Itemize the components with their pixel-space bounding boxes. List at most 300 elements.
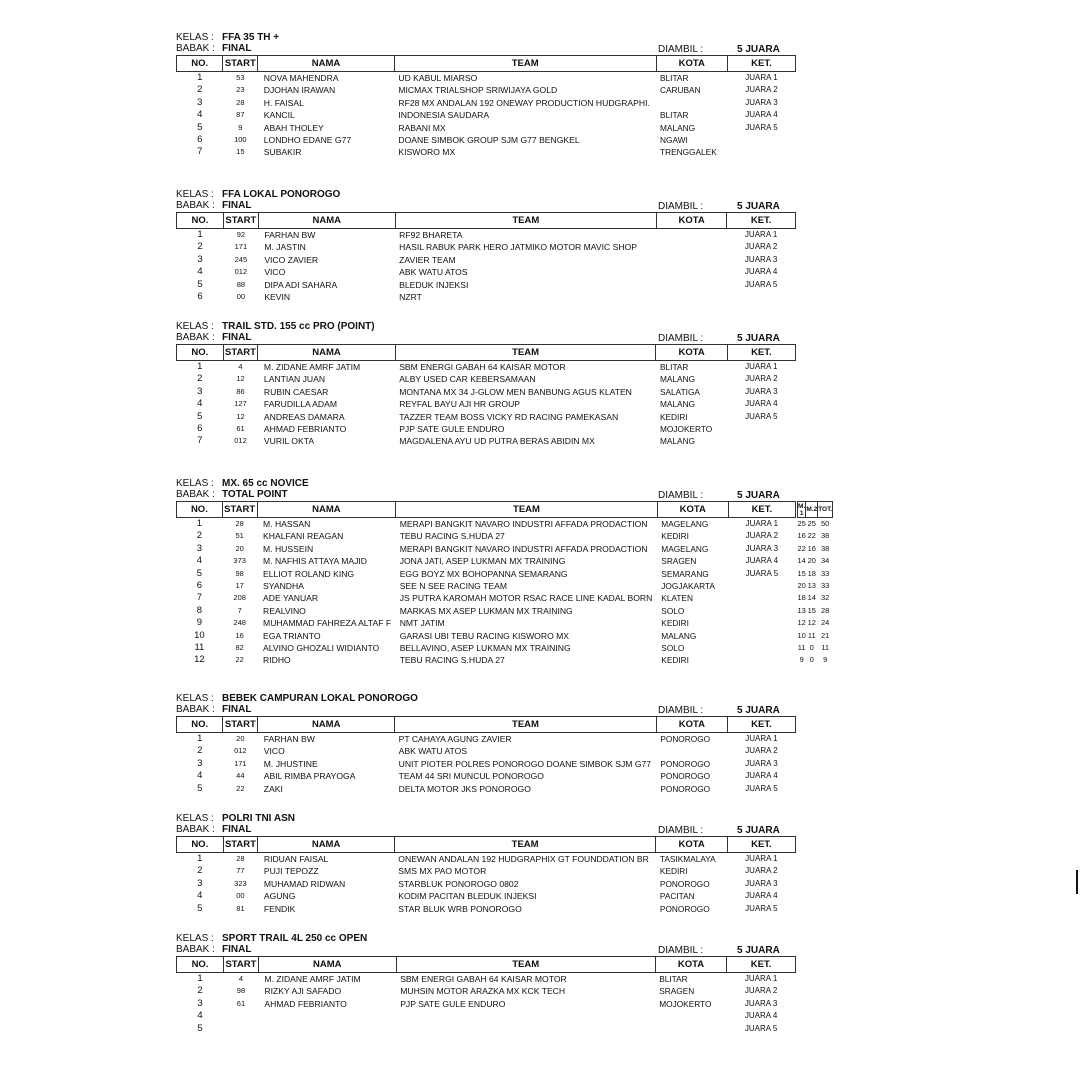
table-row	[177, 386, 796, 398]
moto-1-points: 12	[797, 618, 806, 628]
result: JUARA 5	[745, 903, 778, 913]
team-name	[396, 1010, 655, 1022]
result: JUARA 5	[745, 411, 778, 421]
start-number: 77	[236, 866, 245, 876]
table-row	[177, 605, 796, 617]
column-header: START	[222, 502, 257, 518]
column-header: START	[224, 957, 259, 973]
team-name: SBM ENERGI GABAH 64 KAISAR MOTOR	[399, 362, 566, 372]
table-row	[177, 1010, 796, 1022]
team-name: KODIM PACITAN BLEDUK INJEKSI	[398, 891, 537, 902]
row-number: 1	[197, 853, 203, 864]
start-number: 16	[235, 630, 244, 640]
row-number: 3	[197, 253, 203, 265]
city: SEMARANG	[661, 568, 709, 579]
points-row	[798, 654, 833, 666]
moto-1-points: 15	[797, 568, 806, 578]
team-name: SEE N SEE RACING TEAM	[399, 581, 507, 592]
row-number: 6	[196, 580, 203, 592]
table-header-row	[177, 345, 796, 361]
moto-2-points: 15	[807, 605, 816, 615]
result: JUARA 2	[745, 85, 778, 95]
table-row	[177, 72, 796, 85]
column-header: START	[223, 213, 258, 229]
row-number: 11	[194, 642, 205, 654]
start-number: 100	[234, 135, 247, 145]
table-row	[177, 241, 796, 253]
kelas-value: SPORT TRAIL 4L 250 cc OPEN	[222, 933, 368, 944]
kelas-line	[176, 693, 418, 705]
city	[656, 254, 726, 266]
rider-name: FARHAN BW	[263, 734, 315, 744]
total-points: 11	[821, 643, 830, 653]
team-name: PJP SATE GULE ENDURO	[400, 998, 506, 1009]
rider-name: MUHAMAD RIDWAN	[263, 878, 346, 889]
start-number: 00	[236, 891, 245, 901]
kelas-label: KELAS :	[176, 478, 214, 489]
table-row	[177, 568, 796, 580]
column-header: NO.	[177, 56, 223, 72]
table-row	[177, 109, 796, 121]
row-number: 6	[197, 291, 203, 303]
points-table	[797, 501, 833, 667]
city: PONOROGO	[659, 878, 710, 889]
babak-line	[176, 824, 251, 836]
team-name: DOANE SIMBOK GROUP SJM G77 BENGKEL	[398, 135, 580, 146]
start-number: 22	[236, 783, 245, 793]
start-number: 323	[234, 878, 247, 888]
start-number: 127	[234, 399, 247, 409]
diambil-label: DIAMBIL :	[658, 333, 704, 344]
row-number: 2	[197, 985, 203, 997]
team-name: UD KABUL MIARSO	[398, 73, 478, 83]
kelas-line	[176, 933, 367, 945]
rider-name: M. JASTIN	[264, 242, 306, 253]
row-number: 3	[197, 997, 203, 1009]
result: JUARA 3	[745, 386, 778, 396]
points-row	[798, 617, 833, 629]
row-number: 4	[197, 266, 203, 278]
team-name: SMS MX PAO MOTOR	[398, 866, 487, 877]
total-points: 28	[821, 605, 830, 615]
column-header: KET.	[727, 345, 795, 361]
result: JUARA 4	[744, 1011, 778, 1021]
table-row	[177, 398, 796, 410]
row-number: 5	[197, 121, 203, 133]
rider-name: M. HASSAN	[263, 519, 311, 529]
city	[655, 1023, 726, 1035]
rider-name: FARUDILLA ADAM	[263, 399, 337, 410]
column-header: KOTA	[656, 56, 727, 72]
city: MALANG	[659, 399, 696, 410]
column-header: KET.	[727, 213, 796, 229]
start-number: 4	[238, 974, 244, 983]
start-number: 81	[236, 903, 245, 913]
column-header: NAMA	[258, 213, 395, 229]
row-number: 2	[197, 745, 203, 757]
start-number: 248	[233, 618, 246, 628]
city	[656, 97, 727, 109]
rider-name: RIZKY AJI SAFADO	[264, 986, 342, 997]
kelas-value: TRAIL STD. 155 cc PRO (POINT)	[222, 321, 375, 332]
row-number: 3	[197, 96, 203, 108]
column-header: KET.	[727, 717, 795, 733]
start-number: 23	[236, 85, 245, 95]
row-number: 1	[197, 72, 203, 83]
team-name: ALBY USED CAR KEBERSAMAAN	[399, 374, 536, 385]
team-name	[396, 1023, 655, 1035]
result	[727, 423, 795, 435]
points-row	[798, 518, 833, 531]
column-header: NAMA	[258, 837, 394, 853]
team-name: MICMAX TRIALSHOP SRIWIJAYA GOLD	[398, 85, 558, 96]
city	[656, 266, 726, 278]
row-number: 3	[196, 542, 203, 554]
table-row	[177, 122, 796, 134]
juara-count: 5 JUARA	[737, 490, 780, 501]
total-points: 50	[821, 519, 830, 528]
team-name: ZAVIER TEAM	[399, 254, 456, 265]
column-header: START	[223, 345, 258, 361]
row-number: 12	[194, 654, 205, 666]
row-number: 5	[197, 1022, 203, 1034]
babak-line	[176, 332, 251, 344]
table-row	[177, 291, 796, 303]
column-header: NO.	[177, 502, 223, 518]
results-section	[176, 189, 796, 303]
juara-count: 5 JUARA	[737, 705, 780, 716]
column-header: TEAM	[395, 717, 657, 733]
city: MOJOKERTO	[659, 424, 713, 435]
start-number: 88	[236, 279, 246, 289]
babak-value: FINAL	[222, 43, 252, 54]
babak-line	[176, 489, 288, 501]
result: JUARA 3	[744, 254, 778, 264]
result: JUARA 4	[745, 399, 778, 409]
table-header-row	[177, 56, 796, 72]
start-number: 28	[236, 97, 245, 107]
start-number: 12	[236, 374, 245, 384]
table-row	[177, 865, 796, 877]
rider-name: M. NAFHIS ATTAYA MAJID	[263, 556, 367, 567]
city: PONOROGO	[659, 903, 710, 914]
section-header	[176, 813, 796, 837]
start-number: 17	[235, 581, 244, 591]
row-number: 5	[197, 278, 203, 290]
kelas-label: KELAS :	[176, 189, 214, 200]
rider-name: DJOHAN IRAWAN	[263, 85, 336, 96]
table-row	[177, 745, 796, 757]
result: JUARA 2	[744, 986, 778, 996]
section-header	[176, 189, 796, 213]
team-name: MARKAS MX ASEP LUKMAN MX TRAINING	[399, 605, 573, 616]
column-header: TEAM	[396, 957, 655, 973]
rider-name: ELLIOT ROLAND KING	[263, 568, 355, 579]
team-name: JS PUTRA KAROMAH MOTOR RSAC RACE LINE KADAL BORN	[399, 593, 653, 604]
rider-name: RUBIN CAESAR	[263, 386, 329, 397]
table-row	[177, 733, 796, 746]
moto-2-points: 12	[807, 618, 816, 628]
city	[656, 229, 726, 242]
team-name: MAGDALENA AYU UD PUTRA BERAS ABIDIN MX	[399, 436, 595, 447]
start-number: 20	[235, 543, 244, 553]
rider-name	[258, 1023, 396, 1035]
juara-count: 5 JUARA	[737, 201, 780, 212]
city: TRENGGALEK	[660, 147, 717, 158]
total-points: 32	[821, 593, 830, 603]
rider-name: ABAH THOLEY	[263, 122, 324, 133]
city: KEDIRI	[659, 411, 688, 422]
team-name: EGG BOYZ MX BOHOPANNA SEMARANG	[399, 568, 568, 579]
team-name: NZRT	[399, 292, 422, 303]
start-number: 012	[234, 267, 248, 277]
babak-value: TOTAL POINT	[222, 489, 288, 500]
juara-count: 5 JUARA	[737, 333, 780, 344]
total-points: 9	[823, 655, 828, 665]
row-number: 3	[197, 385, 203, 397]
diambil-label: DIAMBIL :	[658, 825, 704, 836]
start-number: 53	[236, 73, 245, 82]
babak-value: FINAL	[222, 332, 252, 343]
table-row	[177, 580, 796, 592]
table-header-row	[177, 717, 796, 733]
total-points: 38	[821, 543, 830, 553]
total-points: 38	[821, 531, 830, 541]
column-header: NAMA	[258, 717, 395, 733]
babak-value: FINAL	[222, 944, 252, 955]
result: JUARA 5	[745, 122, 778, 132]
result	[728, 605, 795, 617]
city: TASIKMALAYA	[659, 854, 716, 864]
points-column-header: TOT.	[818, 502, 833, 518]
city: PONOROGO	[660, 783, 711, 794]
table-row	[177, 617, 796, 629]
start-number: 28	[236, 854, 245, 863]
kelas-value: FFA 35 TH +	[222, 32, 280, 43]
total-points: 34	[821, 556, 830, 566]
table-row	[177, 1023, 796, 1035]
team-name: KISWORO MX	[398, 147, 456, 158]
city: PACITAN	[659, 891, 695, 902]
result: JUARA 1	[745, 734, 778, 743]
table-row	[177, 543, 796, 555]
result: JUARA 2	[745, 866, 778, 876]
result	[728, 617, 795, 629]
start-number: 9	[238, 122, 243, 132]
results-section	[176, 933, 796, 1034]
city: SOLO	[661, 643, 685, 654]
rider-name: REALVINO	[263, 605, 306, 616]
kelas-label: KELAS :	[176, 321, 214, 332]
start-number: 51	[235, 531, 244, 541]
rider-name: VICO ZAVIER	[264, 254, 319, 265]
team-name: ONEWAN ANDALAN 192 HUDGRAPHIX GT FOUNDDATION BR	[398, 854, 649, 864]
table-row	[177, 998, 796, 1010]
rider-name: H. FAISAL	[263, 97, 304, 108]
team-name: STAR BLUK WRB PONOROGO	[398, 903, 522, 914]
column-header: NO.	[177, 213, 224, 229]
result	[728, 592, 795, 604]
table-row	[177, 903, 796, 915]
start-number: 373	[233, 556, 246, 566]
table-row	[177, 518, 796, 531]
city: KEDIRI	[661, 655, 689, 666]
start-number: 15	[236, 147, 245, 157]
rider-name: LONDHO EDANE G77	[263, 135, 352, 146]
table-row	[177, 758, 796, 770]
result: JUARA 1	[745, 73, 778, 82]
row-number: 2	[197, 84, 203, 96]
moto-2-points: 14	[807, 593, 816, 603]
city: PONOROGO	[660, 758, 711, 769]
result	[728, 642, 795, 654]
column-header: KET.	[727, 56, 795, 72]
row-number: 5	[197, 782, 203, 794]
city: JOGJAKARTA	[661, 581, 715, 592]
result	[728, 580, 795, 592]
moto-2-points: 16	[807, 543, 816, 553]
row-number: 7	[197, 435, 203, 447]
table-row	[177, 435, 796, 447]
row-number: 7	[196, 592, 203, 604]
results-section	[176, 478, 833, 666]
results-table	[176, 716, 796, 795]
table-header-row	[177, 957, 796, 973]
rider-name: KHALFANI REAGAN	[263, 531, 344, 542]
moto-2-points: 11	[807, 630, 816, 640]
column-header: NAMA	[257, 502, 396, 518]
city: PONOROGO	[660, 771, 711, 782]
rider-name: VICO	[264, 267, 286, 278]
row-number: 1	[196, 518, 203, 529]
result: JUARA 1	[745, 362, 778, 371]
column-header: KOTA	[655, 957, 726, 973]
column-header: NO.	[177, 837, 224, 853]
result: JUARA 1	[745, 854, 778, 863]
result: JUARA 3	[745, 758, 778, 768]
section-header	[176, 693, 796, 717]
column-header: START	[223, 837, 258, 853]
results-table	[176, 836, 796, 915]
section-header	[176, 933, 796, 957]
city: BLITAR	[659, 974, 688, 984]
start-number: 22	[235, 655, 244, 665]
team-name: BELLAVINO, ASEP LUKMAN MX TRAINING	[399, 643, 571, 654]
team-name: TAZZER TEAM BOSS VICKY RD RACING PAMEKASAN	[399, 411, 619, 422]
row-number: 2	[197, 241, 203, 253]
table-row	[177, 770, 796, 782]
city: MAGELANG	[661, 519, 709, 529]
city: MALANG	[660, 122, 696, 133]
start-number: 28	[235, 519, 244, 528]
column-header: KET.	[728, 502, 795, 518]
row-number: 4	[197, 1010, 203, 1022]
start-number: 012	[234, 436, 247, 446]
table-row	[177, 642, 796, 654]
babak-line	[176, 43, 251, 55]
moto-2-points: 22	[807, 531, 816, 541]
points-row	[798, 530, 833, 542]
points-row	[798, 630, 833, 642]
section-header	[176, 478, 796, 502]
start-number: 98	[235, 568, 244, 578]
city: BLITAR	[660, 73, 689, 83]
moto-1-points: 25	[797, 519, 806, 528]
row-number: 1	[197, 733, 203, 744]
row-number: 9	[196, 617, 203, 629]
table-row	[177, 654, 796, 666]
rider-name: KEVIN	[264, 292, 291, 303]
kelas-label: KELAS :	[176, 933, 214, 944]
city: SRAGEN	[659, 986, 695, 997]
kelas-value: FFA LOKAL PONOROGO	[222, 189, 341, 200]
team-name: UNIT PIOTER POLRES PONOROGO DOANE SIMBOK SJM G77	[398, 758, 652, 769]
rider-name: AGUNG	[263, 891, 296, 902]
result	[728, 654, 795, 666]
result: JUARA 5	[744, 279, 778, 289]
city	[656, 241, 726, 253]
result: JUARA 5	[744, 1023, 778, 1033]
team-name: REYFAL BAYU AJI HR GROUP	[399, 399, 521, 410]
moto-2-points: 18	[807, 568, 816, 578]
rider-name: EGA TRIANTO	[263, 630, 321, 641]
start-number: 171	[234, 242, 248, 252]
table-row	[177, 134, 796, 146]
team-name: GARASI UBI TEBU RACING KISWORO MX	[399, 630, 570, 641]
start-number: 82	[235, 643, 244, 653]
team-name: BLEDUK INJEKSI	[399, 279, 469, 290]
team-name: ABK WATU ATOS	[398, 746, 468, 757]
results-table	[176, 501, 796, 667]
start-number: 87	[236, 110, 245, 120]
babak-label: BABAK :	[176, 200, 215, 211]
team-name: DELTA MOTOR JKS PONOROGO	[398, 783, 531, 794]
moto-1-points: 9	[799, 655, 804, 665]
row-number: 3	[197, 757, 203, 769]
points-column-header: M.2	[806, 502, 818, 518]
row-number: 2	[197, 865, 203, 877]
start-number: 98	[236, 986, 246, 996]
moto-1-points: 13	[797, 605, 806, 615]
total-points: 24	[821, 618, 830, 628]
rider-name: AHMAD FEBRIANTO	[263, 424, 347, 435]
babak-label: BABAK :	[176, 43, 215, 54]
table-row	[177, 373, 796, 385]
rider-name: RIDUAN FAISAL	[263, 854, 329, 864]
result	[727, 134, 795, 146]
results-table	[176, 344, 796, 448]
column-header: NAMA	[258, 56, 395, 72]
rider-name: VICO	[263, 746, 285, 757]
table-header-row	[177, 213, 796, 229]
result: JUARA 4	[745, 110, 778, 120]
row-number: 1	[197, 973, 203, 984]
start-number	[224, 1010, 259, 1022]
column-header: KOTA	[657, 502, 728, 518]
moto-2-points: 13	[807, 581, 816, 591]
city: KEDIRI	[661, 618, 689, 629]
start-number: 44	[236, 771, 245, 781]
result: JUARA 4	[744, 267, 778, 277]
result	[727, 291, 796, 303]
points-row	[798, 605, 833, 617]
points-column-header: M. 1	[798, 502, 806, 517]
team-name: JONA JATI, ASEP LUKMAN MX TRAINING	[399, 556, 566, 567]
table-row	[177, 361, 796, 374]
team-name: TEBU RACING S.HUDA 27	[399, 655, 505, 666]
rider-name: M. ZIDANE AMRF JATIM	[263, 362, 361, 372]
team-name: ABK WATU ATOS	[399, 267, 468, 278]
